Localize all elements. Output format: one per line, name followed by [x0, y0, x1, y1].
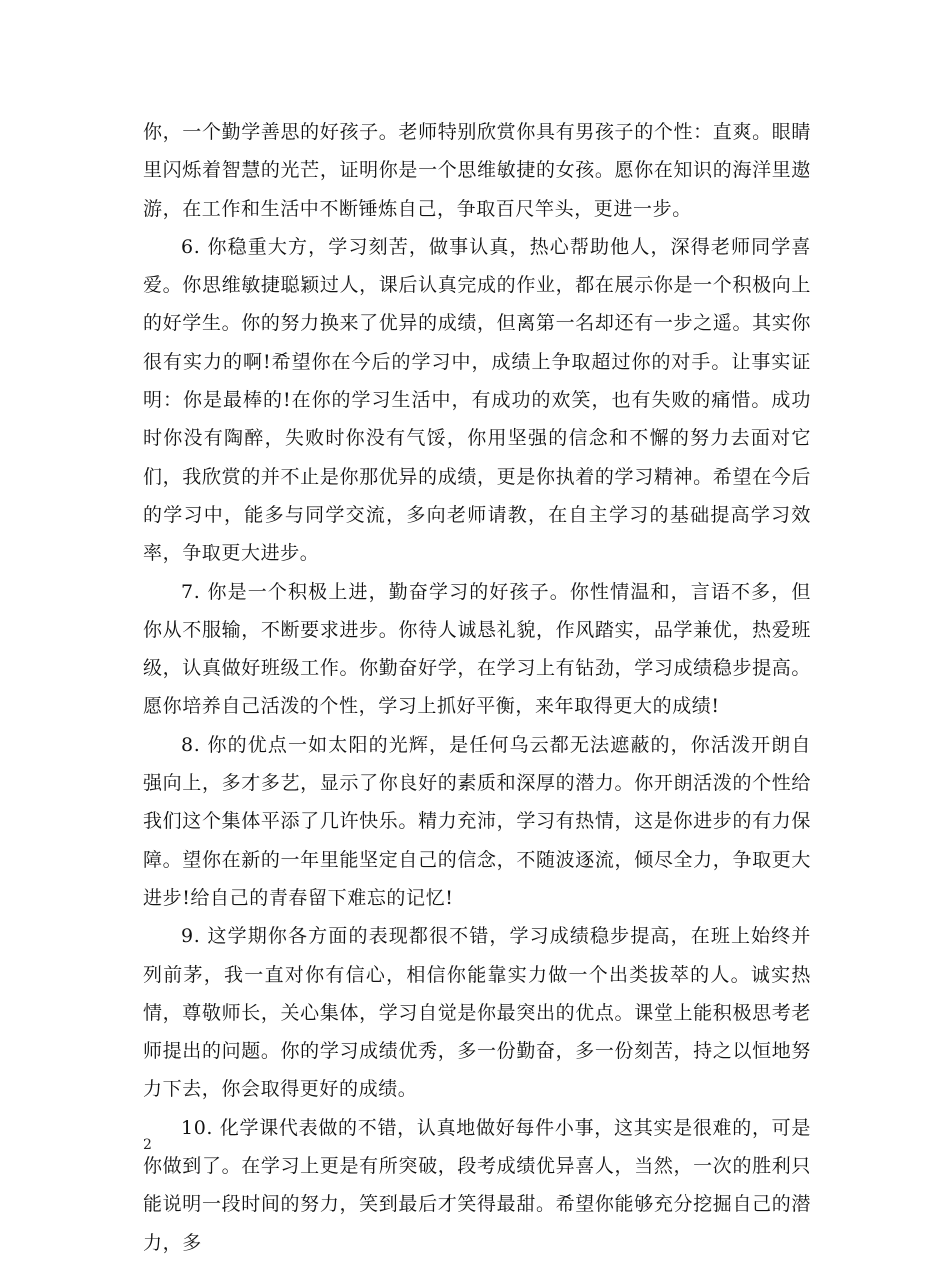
page-number: 2	[143, 1137, 152, 1153]
paragraph-item-8: 8. 你的优点一如太阳的光辉，是任何乌云都无法遮蔽的，你活泼开朗自强向上，多才多艺，显示了你良好的素质和深厚的潜力。你开朗活泼的个性给我们这个集体平添了几许快乐。精力充沛，学习有热情，这是你进步的有力保障。望你在新的一年里能坚定自己的信念，不随波逐流，倾尽全力，争取更大进步!给自己的青春留下难忘的记忆!	[143, 733, 811, 909]
paragraph-item-10: 10. 化学课代表做的不错，认真地做好每件小事，这其实是很难的，可是你做到了。在学习上更是有所突破，段考成绩优异喜人，当然，一次的胜利只能说明一段时间的努力，笑到最后才笑得最甜。希望你能够充分挖掘自己的潜力，多	[143, 1116, 811, 1254]
document-body	[143, 113, 811, 1262]
paragraph-item-6: 6. 你稳重大方，学习刻苦，做事认真，热心帮助他人，深得老师同学喜爱。你思维敏捷聪颖过人，课后认真完成的作业，都在展示你是一个积极向上的好学生。你的努力换来了优异的成绩，但离第一名却还有一步之遥。其实你很有实力的啊!希望你在今后的学习中，成绩上争取超过你的对手。让事实证明：你是最棒的!在你的学习生活中，有成功的欢笑，也有失败的痛惜。成功时你没有陶醉，失败时你没有气馁，你用坚强的信念和不懈的努力去面对它们，我欣赏的并不止是你那优异的成绩，更是你执着的学习精神。希望在今后的学习中，能多与同学交流，多向老师请教，在自主学习的基础提高学习效率，争取更大进步。	[143, 235, 811, 565]
paragraph-continuation: 你，一个勤学善思的好孩子。老师特别欣赏你具有男孩子的个性：直爽。眼睛里闪烁着智慧的光芒，证明你是一个思维敏捷的女孩。愿你在知识的海洋里遨游，在工作和生活中不断锤炼自己，争取百尺竿头，更进一步。	[143, 121, 811, 220]
paragraph-item-7: 7. 你是一个积极上进，勤奋学习的好孩子。你性情温和，言语不多，但你从不服输，不断要求进步。你待人诚恳礼貌，作风踏实，品学兼优，热爱班级，认真做好班级工作。你勤奋好学，在学习上有钻劲，学习成绩稳步提高。愿你培养自己活泼的个性，学习上抓好平衡，来年取得更大的成绩!	[143, 580, 811, 718]
paragraph-item-9: 9. 这学期你各方面的表现都很不错，学习成绩稳步提高，在班上始终并列前茅，我一直对你有信心，相信你能靠实力做一个出类拔萃的人。诚实热情，尊敬师长，关心集体，学习自觉是你最突出的优点。课堂上能积极思考老师提出的问题。你的学习成绩优秀，多一份勤奋，多一份刻苦，持之以恒地努力下去，你会取得更好的成绩。	[143, 925, 811, 1101]
